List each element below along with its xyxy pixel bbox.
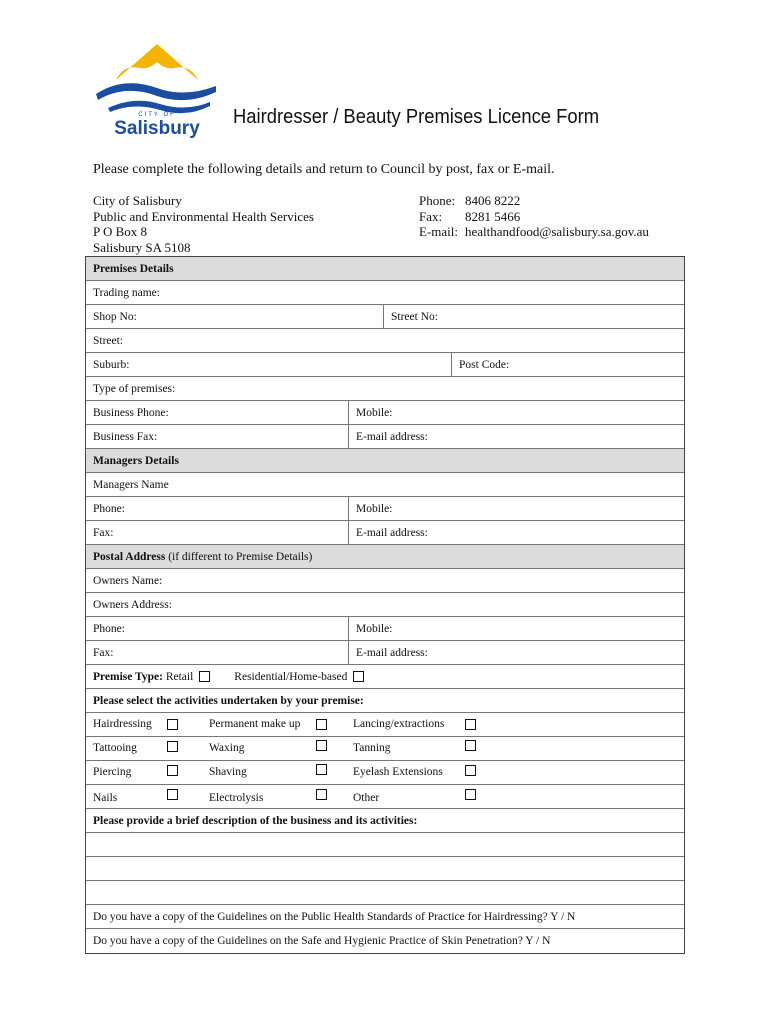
form-row — [86, 497, 684, 521]
form-row — [86, 329, 684, 353]
licence-form — [85, 256, 685, 954]
council-address — [93, 193, 314, 255]
form-row — [86, 425, 684, 449]
piercing-checkbox[interactable] — [167, 765, 178, 776]
managers-phone-field[interactable]: Phone: — [86, 497, 349, 520]
premise-type-cell — [86, 665, 364, 688]
postal-phone-field[interactable]: Phone: — [86, 617, 349, 640]
premises-details-heading: Premises Details — [93, 262, 174, 275]
street-no-field[interactable]: Street No: — [391, 310, 438, 323]
activity-label: Waxing — [209, 742, 245, 754]
business-phone-field[interactable]: Business Phone: — [86, 401, 349, 424]
email-label: E-mail: — [419, 224, 458, 239]
description-heading-row — [86, 809, 684, 833]
activity-label: Nails — [93, 792, 118, 804]
activity-label: Shaving — [209, 766, 247, 778]
section-header — [86, 449, 684, 473]
postal-heading-text: Postal Address — [93, 550, 166, 563]
activity-label: Lancing/extractions — [353, 718, 445, 730]
owners-address-field[interactable]: Owners Address: — [93, 598, 172, 611]
activity-label: Hairdressing — [93, 718, 152, 730]
address-line: P O Box 8 — [93, 224, 148, 239]
activity-label: Permanent make up — [209, 718, 301, 730]
premise-type-label: Premise Type: — [93, 670, 163, 683]
activity-label: Eyelash Extensions — [353, 766, 443, 778]
activity-row — [86, 785, 684, 809]
nails-checkbox[interactable] — [167, 789, 178, 800]
type-of-premises-field[interactable]: Type of premises: — [93, 382, 176, 395]
fax-value: 8281 5466 — [465, 208, 521, 224]
fax-label: Fax: — [419, 208, 443, 224]
salisbury-logo — [94, 42, 220, 142]
retail-label: Retail — [165, 670, 194, 683]
managers-mobile-field[interactable]: Mobile: — [356, 502, 393, 515]
form-row — [86, 641, 684, 665]
tanning-checkbox[interactable] — [465, 740, 476, 751]
managers-fax-field[interactable]: Fax: — [86, 521, 349, 544]
hairdressing-guidelines-question[interactable]: Do you have a copy of the Guidelines on the Public Health Standards of Practice for Hairdressing? Y / N — [93, 910, 576, 923]
activity-label: Tanning — [353, 742, 391, 754]
trading-name-field[interactable]: Trading name: — [93, 286, 160, 299]
form-row — [86, 281, 684, 305]
shop-no-field[interactable]: Shop No: — [86, 305, 384, 328]
address-line: Salisbury SA 5108 — [93, 239, 191, 255]
form-row — [86, 593, 684, 617]
postal-fax-field[interactable]: Fax: — [86, 641, 349, 664]
form-row — [86, 617, 684, 641]
retail-checkbox[interactable] — [199, 671, 210, 682]
other-checkbox[interactable] — [465, 789, 476, 800]
residential-checkbox[interactable] — [353, 671, 364, 682]
business-fax-field[interactable]: Business Fax: — [86, 425, 349, 448]
form-row — [86, 305, 684, 329]
postal-mobile-field[interactable]: Mobile: — [356, 622, 393, 635]
form-row — [86, 569, 684, 593]
premises-email-field[interactable]: E-mail address: — [356, 430, 428, 443]
sun-wave-icon — [94, 42, 220, 114]
hairdressing-checkbox[interactable] — [167, 719, 178, 730]
description-line[interactable] — [86, 881, 684, 905]
managers-name-field[interactable]: Managers Name — [93, 478, 169, 491]
suburb-field[interactable]: Suburb: — [86, 353, 452, 376]
form-row — [86, 521, 684, 545]
form-row — [86, 401, 684, 425]
electrolysis-checkbox[interactable] — [316, 789, 327, 800]
activities-heading: Please select the activities undertaken by your premise: — [93, 694, 364, 707]
postal-address-heading — [86, 545, 312, 568]
page-title: Hairdresser / Beauty Premises Licence Form — [233, 106, 600, 128]
form-row — [86, 353, 684, 377]
shaving-checkbox[interactable] — [316, 764, 327, 775]
residential-label: Residential/Home-based — [234, 670, 348, 683]
form-row — [86, 473, 684, 497]
activity-row — [86, 713, 684, 737]
waxing-checkbox[interactable] — [316, 740, 327, 751]
description-heading: Please provide a brief description of the business and its activities: — [93, 814, 418, 827]
eyelash-extensions-checkbox[interactable] — [465, 765, 476, 776]
logo-name: Salisbury — [114, 118, 200, 139]
street-field[interactable]: Street: — [93, 334, 124, 347]
intro-text: Please complete the following details and return to Council by post, fax or E-mail. — [93, 162, 555, 177]
owners-name-field[interactable]: Owners Name: — [93, 574, 163, 587]
activity-label: Electrolysis — [209, 792, 264, 804]
activity-label: Tattooing — [93, 742, 137, 754]
phone-value: 8406 8222 — [465, 193, 521, 208]
managers-details-heading: Managers Details — [93, 454, 179, 467]
postal-email-field[interactable]: E-mail address: — [356, 646, 428, 659]
activities-heading-row — [86, 689, 684, 713]
form-row — [86, 377, 684, 401]
skin-penetration-guidelines-question[interactable]: Do you have a copy of the Guidelines on the Safe and Hygienic Practice of Skin Penetration? Y / N — [93, 935, 551, 947]
activity-row — [86, 737, 684, 761]
managers-email-field[interactable]: E-mail address: — [356, 526, 428, 539]
logo-city-text: CITY OF — [138, 112, 176, 118]
permanent-make-up-checkbox[interactable] — [316, 719, 327, 730]
guidelines-question-row — [86, 905, 684, 929]
section-header — [86, 257, 684, 281]
tattooing-checkbox[interactable] — [167, 741, 178, 752]
council-contact — [419, 193, 649, 240]
postal-heading-note: (if different to Premise Details) — [168, 550, 313, 563]
premises-mobile-field[interactable]: Mobile: — [356, 406, 393, 419]
premise-type-row — [86, 665, 684, 689]
lancing-extractions-checkbox[interactable] — [465, 719, 476, 730]
section-header — [86, 545, 684, 569]
post-code-field[interactable]: Post Code: — [459, 358, 510, 371]
guidelines-question-row — [86, 929, 684, 953]
activity-label: Piercing — [93, 766, 132, 778]
activity-label: Other — [353, 792, 380, 804]
phone-label: Phone: — [419, 193, 456, 208]
address-line: Public and Environmental Health Services — [93, 208, 314, 224]
activity-row — [86, 761, 684, 785]
description-line[interactable] — [86, 857, 684, 881]
description-line[interactable] — [86, 833, 684, 857]
email-value: healthandfood@salisbury.sa.gov.au — [465, 224, 649, 239]
address-line: City of Salisbury — [93, 193, 182, 208]
